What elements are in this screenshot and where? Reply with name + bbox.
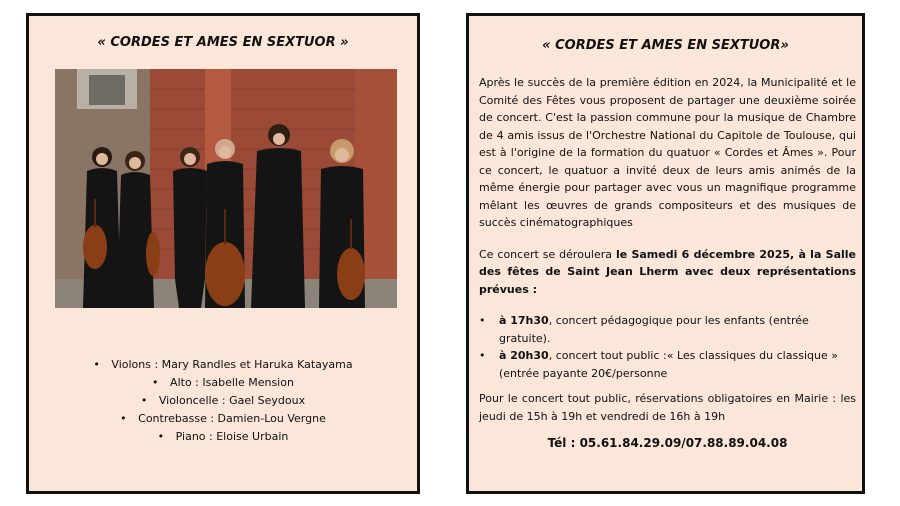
right-panel-title: « CORDES ET AMES EN SEXTUOR» [542, 38, 789, 53]
sextet-photo [55, 69, 397, 308]
concert-date-bold: le Samedi 6 décembre 2025, à la Salle des fêtes de Saint Jean Lherm avec deux représentations prévues : [479, 247, 856, 296]
left-flyer-panel [26, 13, 420, 494]
intro-paragraph: Après le succès de la première édition en 2024, la Municipalité et le Comité des Fêtes vous proposent de partager une deuxième soirée de concert. C'est la passion commune pour la musique de Chambre de 4 amis issus de l'Orchestre National du Capitole de Toulouse, qui est à l'origine de la formation du quatuor « Cordes et Âmes ». Pour ce concert, le quatuor a invité deux de leurs amis animés de la même énergie pour partager avec vous un magnifique programme mêlant les œuvres de grands compositeurs et des musiques de succès cinématographiques [479, 76, 856, 229]
list-item: • Piano : Eloise Urbain [29, 428, 417, 446]
show-time: à 17h30 [499, 314, 549, 327]
list-item: • Contrebasse : Damien-Lou Vergne [29, 410, 417, 428]
show-description: , concert tout public :« Les classiques du classique » (entrée payante 20€/personne [499, 349, 838, 380]
list-item [479, 347, 856, 382]
concert-date-prefix: Ce concert se déroulera [479, 247, 616, 261]
left-panel-title: « CORDES ET AMES EN SEXTUOR » [97, 35, 349, 50]
show-times-list [479, 312, 856, 382]
list-item: • Alto : Isabelle Mension [29, 374, 417, 392]
show-time: à 20h30 [499, 349, 549, 362]
concert-date-paragraph [479, 246, 856, 299]
show-description: , concert pédagogique pour les enfants (entrée gratuite). [499, 314, 809, 345]
list-item [479, 312, 856, 347]
list-item: • Violons : Mary Randles et Haruka Katayama [29, 356, 417, 374]
concert-details [479, 74, 856, 453]
musicians-list [29, 356, 417, 446]
right-flyer-panel [466, 13, 865, 494]
list-item: • Violoncelle : Gael Seydoux [29, 392, 417, 410]
phone-number: Tél : 05.61.84.29.09/07.88.89.04.08 [547, 436, 788, 450]
reservation-paragraph: Pour le concert tout public, réservations obligatoires en Mairie : les jeudi de 15h à 19h et vendredi de 16h à 19h [479, 392, 856, 423]
